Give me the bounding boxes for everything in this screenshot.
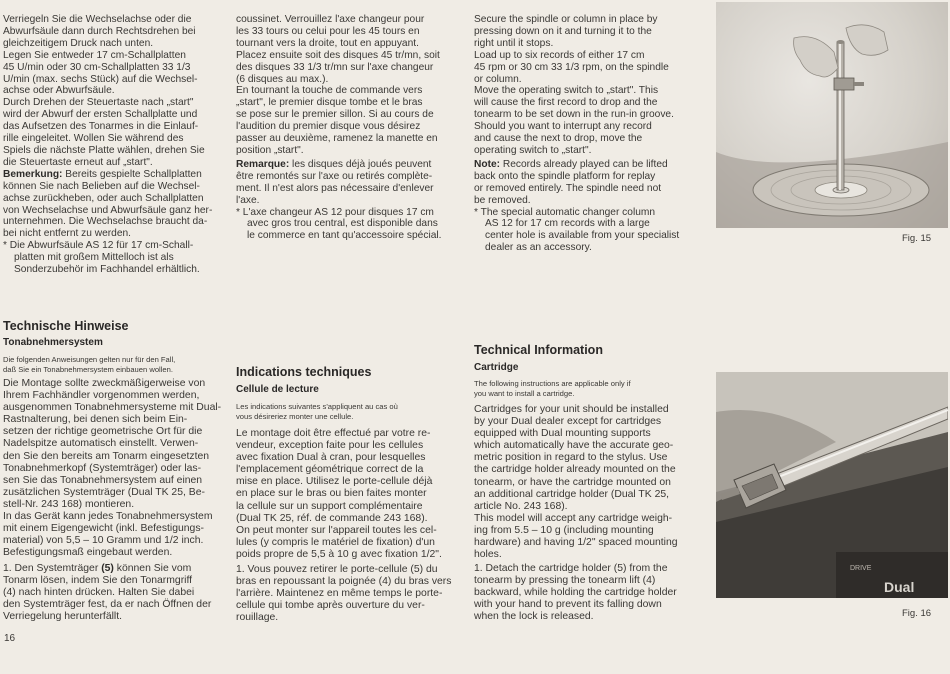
french-step-1 [236, 564, 456, 624]
text-line: Cartridges for your unit should be installed [474, 404, 669, 415]
top-french-column [236, 14, 456, 242]
step-text: 1. Den Systemträger [3, 563, 102, 574]
step-line: (4) nach hinten drücken. Halten Sie dabei [3, 587, 195, 599]
text-line: se pose sur le premier sillon. Si au cours de [236, 109, 434, 121]
text-line: sen Sie das Tonabnehmersystem auf einen [3, 474, 203, 486]
text-line: Load up to six records of either 17 cm [474, 49, 645, 61]
text-line: In das Gerät kann jedes Tonabnehmersystem [3, 511, 213, 523]
english-intro [474, 379, 694, 399]
english-section-title: Technical Information [474, 343, 603, 357]
step-line: when the lock is released. [474, 611, 594, 623]
footnote-line: * Die Abwurfsäule AS 12 für 17 cm-Schall- [3, 240, 194, 252]
german-step-1 [3, 563, 218, 623]
text-line: Secure the spindle or column in place by [474, 14, 658, 25]
text-line: setzen der richtige geometrische Ort für die [3, 426, 203, 438]
text-line: Rastnalterung, bei denen sich beim Ein- [3, 414, 188, 426]
part-number: (5) [101, 563, 114, 574]
footnote-line: avec gros trou central, est disponible dans [247, 218, 438, 230]
text-line: En tournant la touche de commande vers [236, 85, 423, 97]
footnote-line: dealer as an accessory. [485, 242, 592, 254]
text-line: Abwurfsäule dann durch Rechtsdrehen bei [3, 25, 196, 37]
french-intro [236, 402, 456, 422]
german-intro [3, 355, 218, 375]
text-line: This model will accept any cartridge weigh- [474, 512, 673, 524]
intro-line: daß Sie ein Tonabnehmersystem einbauen wollen. [3, 365, 173, 374]
top-german-column [3, 14, 218, 276]
spindle-illustration [716, 2, 948, 228]
text-line: or column. [474, 73, 522, 85]
text-line: (Dual TK 25, réf. de commande 243 168). [236, 512, 428, 524]
text-line: stell-Nr. 243 168) montieren. [3, 498, 135, 510]
text-line: avec fixation Dual à cran, pour lesquelles [236, 452, 426, 464]
text-line: den Sie den bereits am Tonarm eingesetzten [3, 450, 210, 462]
fig15-label: Fig. 15 [902, 233, 932, 244]
remark-text: Bereits gespielte Schallplatten [62, 168, 202, 180]
text-line: ausgenommen Tonabnehmersysteme mit Dual- [3, 402, 222, 414]
text-line: Tonabnehmerkopf (Systemträger) oder las- [3, 462, 202, 474]
text-line: können Sie nach Belieben auf die Wechsel- [3, 180, 200, 192]
fig15-photo [716, 2, 948, 228]
text-line: passer au deuxième, ramenez la manette en [236, 133, 438, 145]
text-line: vendeur, exception faite pour les cellules [236, 440, 424, 452]
step-line: with your hand to prevent its falling down [474, 599, 662, 611]
step-line: Verriegelung herunterfällt. [3, 611, 122, 623]
text-line: article No. 243 168). [474, 500, 568, 512]
text-line: hardware) and having 1/2" spaced mounting [474, 537, 678, 549]
text-line: das Aufsetzen des Tonarmes in die Einlauf- [3, 121, 199, 133]
text-line: Spiels die nächste Platte wählen, drehen Sie [3, 144, 205, 156]
text-line: „start", le premier disque tombe et le bras [236, 97, 423, 109]
remark-label: Note: [474, 158, 501, 170]
text-line: être remontés sur l'axe ou retirés complète- [236, 170, 433, 182]
step-line: den Systemträger fest, da er nach Öffnen der [3, 599, 212, 611]
text-line: Die Montage sollte zweckmäßigerweise von [3, 378, 206, 389]
french-section-title: Indications techniques [236, 365, 372, 379]
german-section-subtitle: Tonabnehmersystem [3, 337, 103, 348]
text-line: the cartridge holder already mounted on the [474, 464, 676, 476]
text-line: von Wechselachse und Abwurfsäule ganz her- [3, 204, 213, 216]
text-line: Legen Sie entweder 17 cm-Schallplatten [3, 49, 186, 61]
english-step-1 [474, 563, 694, 623]
text-line: tournant vers la droite, tout en appuyant. [236, 37, 419, 49]
text-line: Should you want to interrupt any record [474, 121, 652, 133]
text-line: zusätzlichen Systemträger (Dual TK 25, Be- [3, 486, 205, 498]
text-line: bei nicht entfernt zu werden. [3, 228, 131, 240]
text-line: Placez ensuite soit des disques 45 tr/mn, soit [236, 49, 440, 61]
step-line: tonearm by pressing the tonearm lift (4) [474, 575, 656, 587]
text-line: ing from 5.5 – 10 g (including mounting [474, 524, 654, 536]
text-line: ment. Il n'est alors pas nécessaire d'enlever [236, 182, 434, 194]
step-line: rouillage. [236, 612, 279, 624]
text-line: Le montage doit être effectué par votre re- [236, 428, 431, 439]
text-line: pressing down on it and turning it to the [474, 25, 652, 37]
intro-line: Die folgenden Anweisungen gelten nur für den Fall, [3, 355, 176, 364]
remark-text: Records already played can be lifted [500, 158, 668, 170]
text-line: 45 U/min oder 30 cm-Schallplatten 33 1/3 [3, 61, 191, 73]
step-line: 1. Vous pouvez retirer le porte-cellule (5) du [236, 564, 438, 575]
step-line: bras en repoussant la poignée (4) du bras vers [236, 576, 452, 588]
text-line: les 33 tours ou celui pour les 45 tours en [236, 25, 420, 37]
text-line: which automatically have the accurate geo- [474, 440, 674, 452]
text-line: be removed. [474, 194, 531, 206]
german-body [3, 378, 222, 559]
step-line: Tonarm lösen, indem Sie den Tonarmgriff [3, 575, 193, 587]
text-line: 45 rpm or 30 cm 33 1/3 rpm, on the spindle [474, 61, 669, 73]
text-line: achse oder Abwurfsäule. [3, 85, 115, 97]
german-section-title: Technische Hinweise [3, 319, 129, 333]
english-section-subtitle: Cartridge [474, 362, 519, 373]
text-line: right until it stops. [474, 37, 554, 49]
step-text: können Sie vom [113, 563, 192, 574]
text-line: and cause the next to drop, move the [474, 133, 643, 145]
text-line: die Steuertaste erneut auf „start". [3, 156, 153, 168]
text-line: lules (y compris le matériel de fixation) d'un [236, 536, 435, 548]
text-line: On peut monter sur l'appareil toutes les cel- [236, 524, 437, 536]
text-line: wird der Abwurf der ersten Schallplatte und [3, 109, 198, 121]
text-line: U/min (max. sechs Stück) auf die Wechsel- [3, 73, 198, 85]
text-line: by your Dual dealer except for cartridges [474, 416, 662, 428]
english-body [474, 404, 694, 561]
footnote-line: le commerce en tant qu'accessoire spécial. [247, 230, 442, 242]
page-number: 16 [4, 633, 16, 644]
text-line: mit einem Eigengewicht (inkl. Befestigungs- [3, 523, 204, 535]
text-line: gleichzeitigem Druck nach unten. [3, 37, 154, 49]
tonearm-illustration [716, 372, 948, 598]
remark-label: Bemerkung: [3, 168, 63, 180]
remark-text: les disques déjà joués peuvent [289, 158, 432, 170]
footnote-line: * The special automatic changer column [474, 206, 656, 218]
remark-line [236, 159, 456, 171]
intro-line: you want to install a cartridge. [474, 389, 575, 398]
text-line: Nadelspitze automatisch einstellt. Verwen- [3, 438, 199, 450]
text-line: an additional cartridge holder (Dual TK 25, [474, 488, 670, 500]
footnote-line: AS 12 for 17 cm records with a large [485, 218, 650, 230]
text-line: position „start". [236, 144, 304, 156]
step-line: backward, while holding the cartridge holder [474, 587, 677, 599]
text-line: Durch Drehen der Steuertaste nach „start" [3, 97, 194, 109]
footnote-line: platten mit großem Mittelloch ist als [14, 252, 174, 264]
text-line: Ihrem Fachhändler vorgenommen werden, [3, 390, 200, 402]
remark-label: Remarque: [236, 158, 290, 170]
intro-line: Les indications suivantes s'appliquent au cas où [236, 402, 398, 411]
text-line: metric position in regard to the stylus. Use [474, 452, 668, 464]
text-line: operating switch to „start". [474, 144, 592, 156]
step-line [3, 563, 218, 575]
french-body [236, 428, 456, 561]
top-english-column [474, 14, 694, 254]
text-line: (6 disques au max.). [236, 73, 329, 85]
step-line: cellule qui tombe après ouverture du ver- [236, 600, 425, 612]
text-line: or removed entirely. The spindle need not [474, 182, 662, 194]
text-line: material) von 5,5 – 10 Gramm und 1/2 inch. [3, 535, 204, 547]
text-line: l'axe. [236, 194, 260, 206]
footnote-line: center hole is available from your specialist [485, 230, 680, 242]
text-line: will cause the first record to drop and the [474, 97, 658, 109]
text-line: unternehmen. Die Wechselachse braucht da- [3, 216, 208, 228]
photo-small-text: DRIVE [850, 565, 872, 572]
step-line: l'arrière. Maintenez en même temps le porte- [236, 588, 443, 600]
fig16-label: Fig. 16 [902, 608, 932, 619]
text-line: achse zurückheben, oder auch Schallplatten [3, 192, 204, 204]
text-line: des disques 33 1/3 tr/mn sur l'axe changeur [236, 61, 434, 73]
text-line: mise en place. Utilisez le porte-cellule déjà [236, 476, 433, 488]
remark-line [474, 159, 694, 171]
text-line: l'audition du premier disque vous désirez [236, 121, 421, 133]
text-line: l'emplacement géométrique correct de la [236, 464, 424, 476]
photo-brand-text: Dual [884, 579, 915, 595]
text-line: Move the operating switch to „start". This [474, 85, 659, 97]
text-line: Verriegeln Sie die Wechselachse oder die [3, 14, 192, 25]
text-line: Befestigungsmaß eingebaut werden. [3, 547, 173, 559]
intro-line: The following instructions are applicable only if [474, 379, 631, 388]
french-section-subtitle: Cellule de lecture [236, 384, 319, 395]
text-line: back onto the spindle platform for replay [474, 170, 656, 182]
text-line: rille eingeleitet. Wollen Sie während des [3, 133, 184, 145]
text-line: la cellule sur un support complémentaire [236, 500, 423, 512]
fig16-photo [716, 372, 948, 598]
step-line: 1. Detach the cartridge holder (5) from the [474, 563, 668, 574]
text-line: tonearm to be set down in the run-in groove. [474, 109, 674, 121]
text-line: equipped with Dual mounting supports [474, 428, 651, 440]
remark-line [3, 169, 218, 181]
intro-line: vous désireriez monter une cellule. [236, 412, 354, 421]
footnote-line: Sonderzubehör im Fachhandel erhältlich. [14, 264, 200, 276]
text-line: poids propre de 5,5 à 10 g avec fixation 1/2". [236, 548, 442, 560]
text-line: coussinet. Verrouillez l'axe changeur pour [236, 14, 425, 25]
text-line: holes. [474, 549, 502, 561]
text-line: tonearm, or have the cartridge mounted on [474, 476, 671, 488]
text-line: en place sur le bras ou bien faites monter [236, 488, 427, 500]
footnote-line: * L'axe changeur AS 12 pour disques 17 cm [236, 206, 434, 218]
